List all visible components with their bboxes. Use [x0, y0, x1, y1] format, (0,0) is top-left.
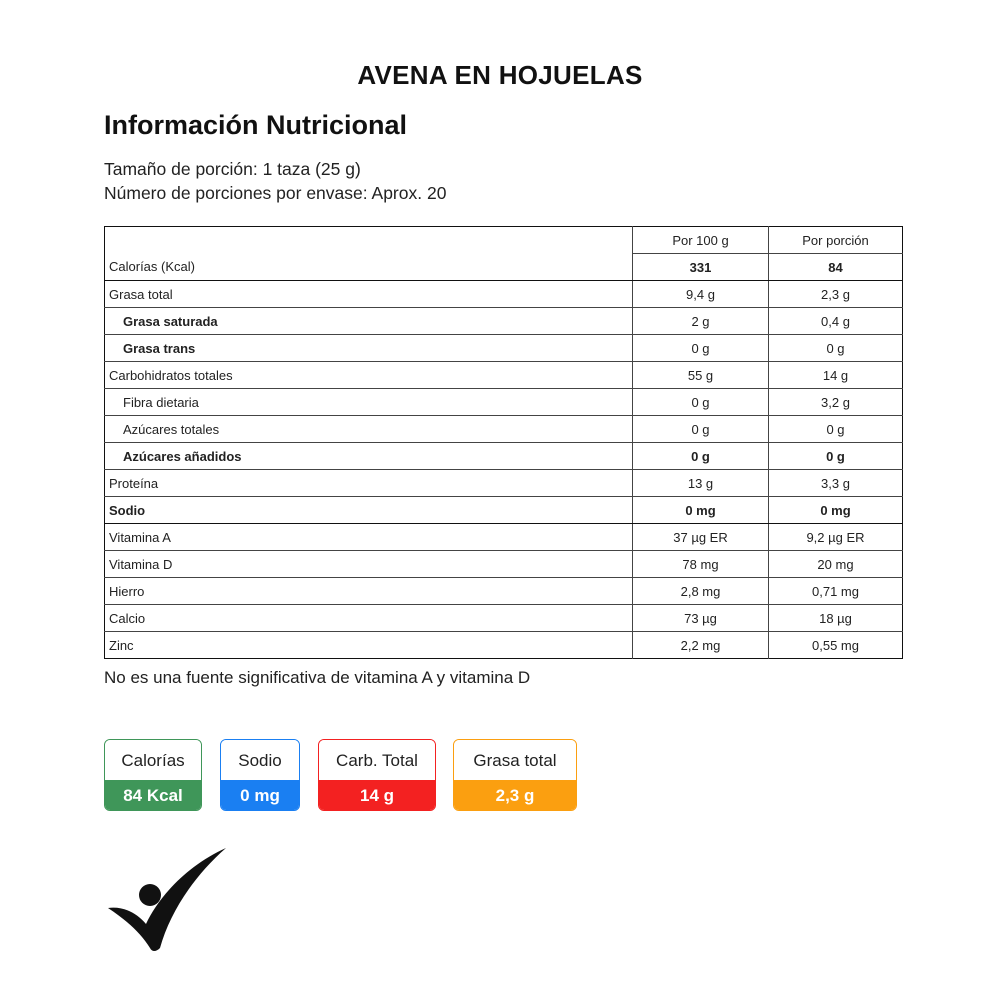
nutrient-per-100g: 0 g	[633, 416, 769, 443]
nutrient-per-100g: 37 µg ER	[633, 524, 769, 551]
checkmark-person-logo-icon	[106, 846, 230, 952]
nutrient-label: Azúcares totales	[105, 416, 633, 443]
product-title: AVENA EN HOJUELAS	[357, 60, 643, 90]
calories-label: Calorías (Kcal)	[105, 254, 633, 281]
nutrient-label: Calcio	[105, 605, 633, 632]
calories-per-serving: 84	[769, 254, 903, 281]
table-row	[105, 470, 903, 497]
badge-value: 0 mg	[221, 780, 299, 811]
nutrient-per-100g: 0 g	[633, 443, 769, 470]
nutrient-per-serving: 18 µg	[769, 605, 903, 632]
badge-label: Grasa total	[454, 740, 576, 780]
nutrient-per-serving: 0,4 g	[769, 308, 903, 335]
nutrient-per-100g: 0 g	[633, 335, 769, 362]
nutrient-per-serving: 0 g	[769, 443, 903, 470]
nutrient-per-serving: 14 g	[769, 362, 903, 389]
nutrient-per-100g: 2 g	[633, 308, 769, 335]
nutrient-label: Grasa trans	[105, 335, 633, 362]
servings-per-container: Número de porciones por envase: Aprox. 20	[104, 183, 447, 203]
table-row	[105, 308, 903, 335]
table-row	[105, 551, 903, 578]
table-header-row	[105, 227, 903, 254]
calories-per-100g: 331	[633, 254, 769, 281]
nutrient-per-serving: 20 mg	[769, 551, 903, 578]
nutrient-per-100g: 78 mg	[633, 551, 769, 578]
badge-label: Calorías	[105, 740, 201, 780]
nutrient-label: Fibra dietaria	[105, 389, 633, 416]
badge-value: 84 Kcal	[105, 780, 201, 811]
badge-label: Carb. Total	[319, 740, 435, 780]
nutrient-per-100g: 9,4 g	[633, 281, 769, 308]
nutrient-per-100g: 73 µg	[633, 605, 769, 632]
nutrient-label: Azúcares añadidos	[105, 443, 633, 470]
nutrient-per-serving: 0,71 mg	[769, 578, 903, 605]
nutrient-label: Grasa total	[105, 281, 633, 308]
nutrient-per-100g: 13 g	[633, 470, 769, 497]
table-row	[105, 605, 903, 632]
badge-label: Sodio	[221, 740, 299, 780]
table-row	[105, 416, 903, 443]
nutrient-label: Vitamina D	[105, 551, 633, 578]
nutrient-label: Zinc	[109, 637, 134, 653]
nutrient-label: Hierro	[105, 578, 633, 605]
table-row	[105, 578, 903, 605]
table-row	[105, 335, 903, 362]
calories-row	[105, 254, 903, 281]
table-row	[105, 497, 903, 524]
header-per-serving: Por porción	[769, 227, 903, 254]
nutrient-per-100g: 0 mg	[633, 497, 769, 524]
nutrient-label: Carbohidratos totales	[105, 362, 633, 389]
badge-carbs	[318, 739, 436, 811]
nutrient-per-100g: 55 g	[633, 362, 769, 389]
nutrient-per-serving: 0 mg	[769, 497, 903, 524]
header-per-100g: Por 100 g	[633, 227, 769, 254]
nutrient-per-100g: 0 g	[633, 389, 769, 416]
nutrient-per-serving: 3,3 g	[769, 470, 903, 497]
table-row	[105, 632, 903, 659]
table-row	[105, 524, 903, 551]
nutrient-per-serving: 3,2 g	[769, 389, 903, 416]
nutrient-per-serving: 0 g	[769, 335, 903, 362]
footnote: No es una fuente significativa de vitamina A y vitamina D	[104, 668, 531, 687]
badge-calories	[104, 739, 202, 811]
table-row	[105, 362, 903, 389]
badge-sodium	[220, 739, 300, 811]
table-row	[105, 389, 903, 416]
table-row	[105, 281, 903, 308]
badge-fat	[453, 739, 577, 811]
nutrient-per-100g: 2,2 mg	[633, 632, 769, 659]
section-title: Información Nutricional	[104, 110, 408, 140]
nutrient-per-serving: 0,55 mg	[769, 632, 903, 659]
table-row	[105, 443, 903, 470]
nutrient-label: Proteína	[105, 470, 633, 497]
nutrient-label: Grasa saturada	[105, 308, 633, 335]
badge-value: 14 g	[319, 780, 435, 811]
nutrition-table	[104, 226, 903, 659]
nutrient-per-serving: 2,3 g	[769, 281, 903, 308]
nutrient-label: Vitamina A	[105, 524, 633, 551]
badge-value: 2,3 g	[454, 780, 576, 811]
serving-size: Tamaño de porción: 1 taza (25 g)	[104, 159, 361, 179]
nutrient-per-serving: 0 g	[769, 416, 903, 443]
nutrient-per-100g: 2,8 mg	[633, 578, 769, 605]
nutrient-label: Sodio	[105, 497, 633, 524]
nutrient-per-serving: 9,2 µg ER	[769, 524, 903, 551]
